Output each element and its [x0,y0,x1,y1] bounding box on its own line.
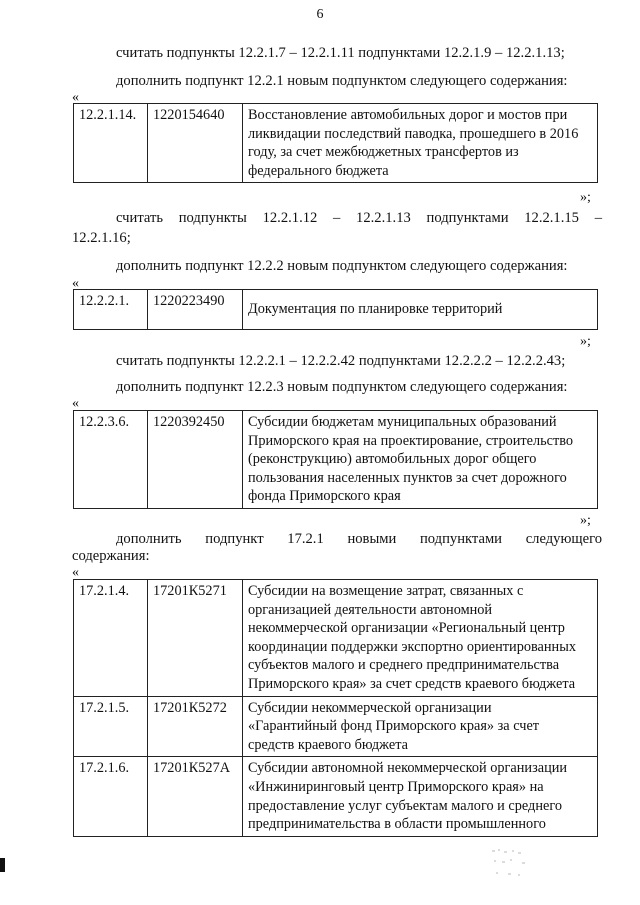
description-line: (реконструкцию) автомобильных дорог общего [248,451,537,468]
description-line: субъектов малого и среднего предпринимательства [248,657,560,674]
description-line: Субсидии автономной некоммерческой организации [248,760,568,777]
table-row [74,757,598,836]
row-description [243,290,598,330]
row-number: 17.2.1.4. [74,580,148,697]
row-description [243,580,598,697]
paragraph-renumber-1: считать подпункты 12.2.1.7 – 12.2.1.11 подпунктами 12.2.1.9 – 12.2.1.13; [116,45,565,61]
page-number: 6 [316,7,324,22]
description-line: предоставление услуг субъектам малого и среднего [248,797,562,814]
row-code: 1220154640 [148,104,243,183]
table-row [74,580,598,697]
table-12-2-3-6 [73,410,598,509]
paragraph-amend-12-2-1: дополнить подпункт 12.2.1 новым подпунктом следующего содержания: [116,73,568,89]
table-12-2-2-1 [73,289,598,330]
description-line: «Гарантийный фонд Приморского края» за счет [248,718,540,735]
description-line: Приморского края на проектирование, строительство [248,432,574,449]
paragraph-amend-17-2-1: дополнить подпункт 17.2.1 новыми подпунктами следующего [116,531,602,547]
row-number: 12.2.3.6. [74,411,148,509]
description-line: Субсидии некоммерческой организации [248,699,492,716]
row-number: 12.2.1.14. [74,104,148,183]
description-line: Субсидии на возмещение затрат, связанных с [248,583,524,599]
row-number: 17.2.1.5. [74,696,148,757]
table-row [74,696,598,757]
description-line: пользования населенных пунктов за счет дорожного [248,469,567,486]
row-code: 1220392450 [148,411,243,509]
paragraph-amend-12-2-2: дополнить подпункт 12.2.2 новым подпунктом следующего содержания: [116,258,568,274]
description-line: координации поддержки экспортно ориентированных [248,638,576,655]
row-number: 17.2.1.6. [74,757,148,836]
row-description [243,104,598,183]
paragraph-amend-12-2-3: дополнить подпункт 12.2.3 новым подпунктом следующего содержания: [116,379,568,395]
table-row [74,290,598,330]
paragraph-renumber-2: считать подпункты 12.2.1.12 – 12.2.1.13 подпунктами 12.2.1.15 – [116,210,602,226]
row-code: 17201К527А [148,757,243,836]
opening-quote: « [72,565,79,580]
description-line: году, за счет межбюджетных трансфертов из [248,144,519,161]
row-code: 17201К5271 [148,580,243,697]
description-line: Приморского края» за счет средств краевого бюджета [248,675,576,692]
closing-quote: »; [580,334,591,349]
description-line: предпринимательства в области промышленного [248,816,546,833]
description-line: фонда Приморского края [248,488,401,505]
table-12-2-1-14 [73,103,598,183]
closing-quote: »; [580,190,591,205]
description-line: федерального бюджета [248,162,389,179]
description-line: Восстановление автомобильных дорог и мостов при [248,107,568,123]
row-code: 1220223490 [148,290,243,330]
paragraph-amend-17-2-1-cont: содержания: [72,548,150,564]
row-number: 12.2.2.1. [74,290,148,330]
row-description [243,411,598,509]
description-line: средств краевого бюджета [248,736,408,753]
table-row [74,104,598,183]
description-line: ликвидации последствий паводка, прошедшего в 2016 [248,125,579,142]
row-code: 17201К5272 [148,696,243,757]
faint-stamp-mark [488,846,532,882]
table-17-2-1 [73,579,598,837]
paragraph-renumber-2-cont: 12.2.1.16; [72,230,131,246]
opening-quote: « [72,90,79,105]
opening-quote: « [72,396,79,411]
description-line: организацией деятельности автономной [248,601,493,618]
description-line: некоммерческой организации «Региональный центр [248,620,565,637]
description-line: Документация по планировке территорий [248,301,503,318]
table-row [74,411,598,509]
description-line: Субсидии бюджетам муниципальных образований [248,414,557,430]
row-description [243,696,598,757]
opening-quote: « [72,276,79,291]
paragraph-renumber-3: считать подпункты 12.2.2.1 – 12.2.2.42 подпунктами 12.2.2.2 – 12.2.2.43; [116,353,566,369]
description-line: «Инжиниринговый центр Приморского края» на [248,778,544,795]
scan-edge-mark [0,858,5,872]
row-description [243,757,598,836]
closing-quote: »; [580,513,591,528]
